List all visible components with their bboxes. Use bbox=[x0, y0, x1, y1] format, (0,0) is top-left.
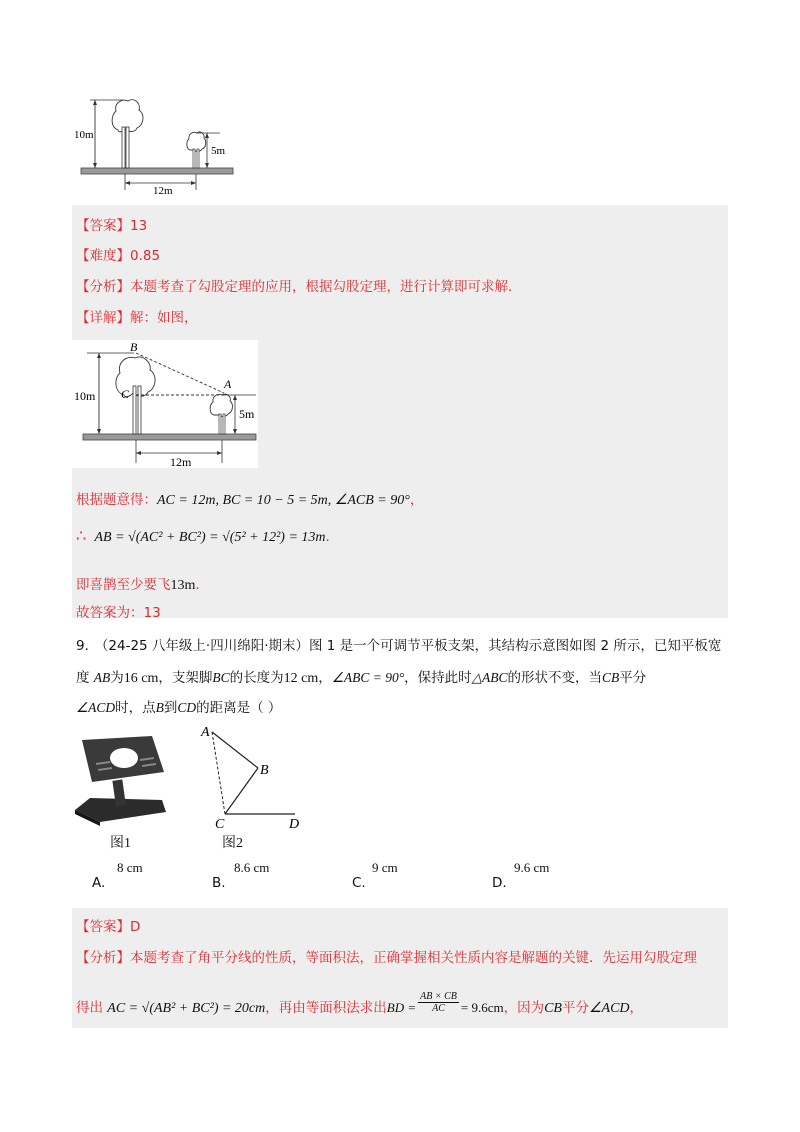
q9-CB: CB bbox=[602, 670, 620, 685]
line2-math: AB = √(AC² + BC²) = √(5² + 12²) = 13m bbox=[94, 530, 326, 545]
fig2-label-A: A bbox=[201, 725, 210, 740]
q9-AB: AB bbox=[93, 670, 111, 685]
q9-BC: BC bbox=[212, 670, 230, 685]
option-D[interactable] bbox=[492, 860, 612, 892]
figure-trees-2 bbox=[72, 340, 258, 468]
fig2-point-A: A bbox=[224, 377, 232, 391]
s9-ac-formula: AC = √(AB² + BC²) = 20cm bbox=[107, 1001, 266, 1016]
q9-text: 平分 bbox=[619, 670, 647, 686]
q9-text: 时，点 bbox=[115, 700, 156, 716]
s9-text: ，因为 bbox=[503, 1000, 545, 1016]
question-9-text1: （24-25 八年级上·四川绵阳·期末）图 1 是一个可调节平板支架，其结构示意图如图 2 所示，已知平板宽 bbox=[94, 638, 722, 654]
fig2-height-short: 5m bbox=[239, 407, 255, 421]
q9-text: 的形状不变，当 bbox=[507, 670, 603, 686]
s9-text: 得出 bbox=[76, 1000, 103, 1016]
option-C-value: 9 cm bbox=[372, 860, 398, 875]
option-A[interactable] bbox=[92, 860, 212, 892]
fig2-caption: 图2 bbox=[222, 836, 243, 851]
line3-math: 13m bbox=[170, 578, 196, 593]
detail-label: 【详解】 bbox=[76, 310, 130, 326]
s9-text: ， bbox=[629, 1000, 644, 1016]
analysis-label: 【分析】 bbox=[76, 279, 130, 295]
q9-text: 到 bbox=[163, 700, 178, 716]
option-C[interactable] bbox=[352, 860, 472, 892]
s9-text: 平分 bbox=[561, 1000, 589, 1016]
option-C-letter: C. bbox=[352, 875, 366, 891]
q9-text: 为 bbox=[110, 670, 124, 686]
fig2-distance: 12m bbox=[170, 455, 192, 469]
geometry-figure-2 bbox=[196, 722, 316, 832]
s9-fraction-num: AB × CB bbox=[420, 990, 457, 1002]
line1-math: AC = 12m, BC = 10 − 5 = 5m, ∠ACB = 90° bbox=[157, 493, 410, 508]
q9-text: ，保持此时 bbox=[404, 670, 472, 686]
fig1-height-short: 5m bbox=[211, 145, 226, 157]
option-D-value: 9.6 cm bbox=[514, 860, 550, 875]
figure-trees-1 bbox=[74, 95, 238, 197]
question-9-line1 bbox=[76, 634, 721, 654]
fig1-height-tall: 10m bbox=[74, 129, 94, 141]
answer-label: 【答案】 bbox=[76, 218, 130, 234]
fig1-caption: 图1 bbox=[110, 836, 131, 851]
analysis-8-line bbox=[76, 275, 512, 295]
final-answer-8: 故答案为：13 bbox=[76, 605, 161, 621]
question-9-line3 bbox=[76, 696, 281, 716]
detail-8-line bbox=[76, 306, 198, 326]
option-B[interactable] bbox=[212, 860, 332, 892]
option-B-value: 8.6 cm bbox=[234, 860, 270, 875]
analysis-label: 【分析】 bbox=[76, 950, 130, 966]
answer-label: 【答案】 bbox=[76, 919, 130, 935]
s9-text: ，再由等面积法求出 bbox=[265, 1000, 387, 1016]
option-B-letter: B. bbox=[212, 875, 226, 891]
s9-bd-result: = 9.6cm bbox=[460, 1000, 504, 1015]
analysis-9-line bbox=[76, 946, 697, 966]
solution-8-line1: 根据题意得：AC = 12m, BC = 10 − 5 = 5m, ∠ACB = 90°， bbox=[76, 492, 424, 508]
q9-text: ， bbox=[318, 670, 332, 686]
s9-bd: BD = bbox=[386, 1000, 417, 1015]
q9-text: 的距离是（ ） bbox=[196, 700, 282, 716]
option-D-letter: D. bbox=[492, 875, 507, 891]
s9-fraction-den: AC bbox=[432, 1002, 445, 1014]
tablet-stand-image bbox=[70, 732, 170, 828]
s9-angle-acd: ∠ACD bbox=[588, 1001, 630, 1016]
difficulty-label: 【难度】 bbox=[76, 248, 130, 264]
solution-8-line3: 即喜鹊至少要飞13m. bbox=[76, 577, 200, 593]
difficulty-value: 0.85 bbox=[130, 248, 161, 264]
fig1-distance: 12m bbox=[153, 185, 173, 197]
fig2-label-D: D bbox=[289, 817, 300, 832]
q9-angle-ACD: ∠ACD bbox=[76, 700, 116, 715]
option-A-letter: A. bbox=[92, 875, 106, 891]
s9-cb: CB bbox=[544, 1001, 562, 1016]
q9-angle-ABC: ∠ABC = 90° bbox=[331, 670, 405, 685]
q9-point-B: B bbox=[155, 700, 164, 715]
q9-16cm: 16 cm bbox=[123, 671, 159, 686]
analysis-text: 本题考查了角平分线的性质，等面积法，正确掌握相关性质内容是解题的关键．先运用勾股定理 bbox=[130, 950, 697, 966]
q9-text: 度 bbox=[76, 670, 90, 686]
q9-CD: CD bbox=[177, 700, 197, 715]
fig2-point-B: B bbox=[130, 340, 138, 354]
option-A-value: 8 cm bbox=[117, 860, 143, 875]
line3-text: 即喜鹊至少要飞 bbox=[76, 577, 171, 593]
q9-12cm: 12 cm bbox=[283, 671, 319, 686]
answer-9-line bbox=[76, 915, 140, 935]
fig2-label-C: C bbox=[215, 817, 225, 832]
fig2-label-B: B bbox=[260, 763, 269, 778]
q9-triangle: △ABC bbox=[471, 670, 508, 685]
question-9-line2 bbox=[76, 666, 646, 687]
analysis-text: 本题考查了勾股定理的应用，根据勾股定理，进行计算即可求解. bbox=[130, 279, 513, 295]
s9-fraction bbox=[418, 991, 459, 1014]
answer-8-line bbox=[76, 214, 147, 234]
solution-8-line2: ∴ AB = √(AC² + BC²) = √(5² + 12²) = 13m. bbox=[76, 526, 330, 545]
question-number: 9. bbox=[76, 638, 89, 654]
therefore-symbol: ∴ bbox=[76, 526, 87, 545]
q9-text: 的长度为 bbox=[229, 670, 284, 686]
difficulty-8-line bbox=[76, 244, 160, 264]
answer-value: 13 bbox=[130, 218, 148, 234]
detail-text: 解：如图， bbox=[130, 310, 198, 326]
line1-prefix: 根据题意得： bbox=[76, 492, 157, 508]
analysis-9-line2 bbox=[76, 990, 644, 1020]
fig2-point-C: C bbox=[121, 387, 130, 401]
q9-text: ，支架脚 bbox=[158, 670, 213, 686]
answer-value: D bbox=[130, 919, 141, 935]
fig2-height-tall: 10m bbox=[74, 389, 96, 403]
